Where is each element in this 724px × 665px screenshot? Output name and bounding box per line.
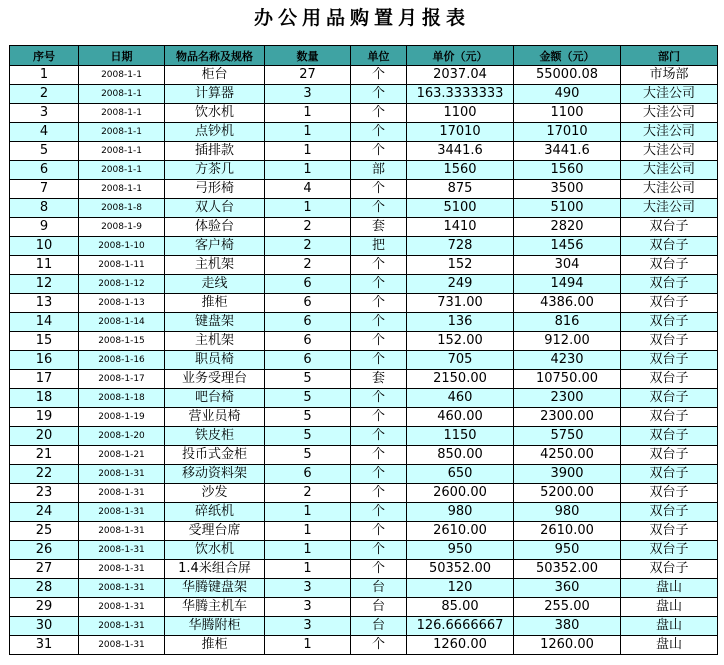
cell-amount: 490	[514, 85, 621, 104]
table-row	[10, 275, 718, 294]
cell-amount: 3441.6	[514, 142, 621, 161]
cell-date: 2008-1-13	[79, 294, 165, 313]
cell-amount: 2300.00	[514, 408, 621, 427]
cell-unit: 个	[351, 541, 407, 560]
cell-amount: 380	[514, 617, 621, 636]
cell-amount: 912.00	[514, 332, 621, 351]
cell-index: 31	[10, 636, 79, 655]
report-title: 办公用品购置月报表	[253, 7, 470, 29]
cell-unit: 个	[351, 446, 407, 465]
cell-quantity: 3	[265, 617, 351, 636]
cell-unit-price: 17010	[407, 123, 514, 142]
cell-item-name: 推柜	[165, 636, 265, 655]
cell-unit-price: 152	[407, 256, 514, 275]
cell-amount: 5750	[514, 427, 621, 446]
table-row	[10, 256, 718, 275]
cell-unit: 个	[351, 313, 407, 332]
purchase-table	[9, 45, 718, 655]
cell-unit-price: 1150	[407, 427, 514, 446]
cell-amount: 4386.00	[514, 294, 621, 313]
cell-department: 双台子	[621, 522, 718, 541]
header-row	[10, 46, 718, 66]
cell-item-name: 点钞机	[165, 123, 265, 142]
cell-amount: 1100	[514, 104, 621, 123]
cell-amount: 10750.00	[514, 370, 621, 389]
cell-index: 24	[10, 503, 79, 522]
table-row	[10, 503, 718, 522]
cell-quantity: 1	[265, 123, 351, 142]
cell-unit: 个	[351, 503, 407, 522]
cell-index: 19	[10, 408, 79, 427]
cell-item-name: 体验台	[165, 218, 265, 237]
cell-quantity: 6	[265, 275, 351, 294]
cell-date: 2008-1-10	[79, 237, 165, 256]
cell-quantity: 1	[265, 541, 351, 560]
cell-department: 盘山	[621, 579, 718, 598]
cell-unit: 个	[351, 142, 407, 161]
cell-item-name: 碎纸机	[165, 503, 265, 522]
cell-unit-price: 163.3333333	[407, 85, 514, 104]
cell-date: 2008-1-21	[79, 446, 165, 465]
cell-amount: 980	[514, 503, 621, 522]
cell-unit: 个	[351, 199, 407, 218]
cell-index: 29	[10, 598, 79, 617]
cell-unit: 个	[351, 522, 407, 541]
table-row	[10, 598, 718, 617]
cell-department: 双台子	[621, 503, 718, 522]
cell-index: 8	[10, 199, 79, 218]
table-row	[10, 617, 718, 636]
cell-unit: 把	[351, 237, 407, 256]
header-date: 日期	[79, 46, 165, 66]
cell-amount: 1456	[514, 237, 621, 256]
cell-item-name: 华腾附柜	[165, 617, 265, 636]
cell-quantity: 1	[265, 560, 351, 579]
cell-index: 9	[10, 218, 79, 237]
cell-unit: 个	[351, 85, 407, 104]
table-row	[10, 218, 718, 237]
cell-unit: 个	[351, 636, 407, 655]
cell-unit-price: 152.00	[407, 332, 514, 351]
cell-department: 大洼公司	[621, 161, 718, 180]
cell-index: 22	[10, 465, 79, 484]
cell-date: 2008-1-12	[79, 275, 165, 294]
cell-unit-price: 5100	[407, 199, 514, 218]
cell-unit-price: 2037.04	[407, 66, 514, 85]
cell-item-name: 沙发	[165, 484, 265, 503]
cell-department: 双台子	[621, 541, 718, 560]
cell-index: 7	[10, 180, 79, 199]
cell-item-name: 铁皮柜	[165, 427, 265, 446]
cell-index: 21	[10, 446, 79, 465]
header-unit-price: 单价（元）	[407, 46, 514, 66]
cell-unit-price: 728	[407, 237, 514, 256]
cell-quantity: 3	[265, 85, 351, 104]
cell-item-name: 华腾键盘架	[165, 579, 265, 598]
cell-unit-price: 2150.00	[407, 370, 514, 389]
cell-department: 双台子	[621, 465, 718, 484]
cell-unit: 个	[351, 484, 407, 503]
cell-unit: 个	[351, 351, 407, 370]
header-index: 序号	[10, 46, 79, 66]
table-row	[10, 85, 718, 104]
cell-quantity: 2	[265, 256, 351, 275]
cell-date: 2008-1-15	[79, 332, 165, 351]
table-row	[10, 142, 718, 161]
cell-unit: 个	[351, 465, 407, 484]
cell-quantity: 4	[265, 180, 351, 199]
cell-index: 25	[10, 522, 79, 541]
cell-department: 大洼公司	[621, 199, 718, 218]
cell-unit-price: 85.00	[407, 598, 514, 617]
table-row	[10, 161, 718, 180]
cell-date: 2008-1-31	[79, 503, 165, 522]
cell-amount: 950	[514, 541, 621, 560]
cell-item-name: 推柜	[165, 294, 265, 313]
table-row	[10, 522, 718, 541]
cell-amount: 360	[514, 579, 621, 598]
cell-amount: 3900	[514, 465, 621, 484]
cell-date: 2008-1-8	[79, 199, 165, 218]
cell-unit-price: 120	[407, 579, 514, 598]
cell-date: 2008-1-1	[79, 104, 165, 123]
cell-unit: 个	[351, 275, 407, 294]
cell-index: 20	[10, 427, 79, 446]
cell-unit: 套	[351, 218, 407, 237]
cell-unit: 个	[351, 66, 407, 85]
cell-date: 2008-1-9	[79, 218, 165, 237]
cell-unit: 个	[351, 332, 407, 351]
cell-date: 2008-1-31	[79, 465, 165, 484]
cell-quantity: 1	[265, 503, 351, 522]
cell-amount: 4230	[514, 351, 621, 370]
cell-unit-price: 950	[407, 541, 514, 560]
table-row	[10, 636, 718, 655]
cell-date: 2008-1-17	[79, 370, 165, 389]
cell-quantity: 3	[265, 598, 351, 617]
cell-index: 23	[10, 484, 79, 503]
table-row	[10, 313, 718, 332]
cell-unit-price: 2600.00	[407, 484, 514, 503]
cell-amount: 2820	[514, 218, 621, 237]
table-row	[10, 66, 718, 85]
cell-department: 大洼公司	[621, 180, 718, 199]
table-row	[10, 294, 718, 313]
cell-amount: 1260.00	[514, 636, 621, 655]
header-item-name: 物品名称及规格	[165, 46, 265, 66]
cell-amount: 4250.00	[514, 446, 621, 465]
table-row	[10, 332, 718, 351]
cell-department: 双台子	[621, 408, 718, 427]
cell-department: 双台子	[621, 218, 718, 237]
table-row	[10, 427, 718, 446]
cell-quantity: 6	[265, 351, 351, 370]
cell-amount: 255.00	[514, 598, 621, 617]
cell-unit: 个	[351, 104, 407, 123]
cell-department: 双台子	[621, 427, 718, 446]
cell-item-name: 受理台席	[165, 522, 265, 541]
cell-index: 13	[10, 294, 79, 313]
cell-unit-price: 850.00	[407, 446, 514, 465]
table-row	[10, 408, 718, 427]
cell-unit-price: 460	[407, 389, 514, 408]
cell-item-name: 主机架	[165, 332, 265, 351]
cell-amount: 55000.08	[514, 66, 621, 85]
cell-index: 17	[10, 370, 79, 389]
cell-index: 3	[10, 104, 79, 123]
cell-index: 26	[10, 541, 79, 560]
cell-item-name: 移动资料架	[165, 465, 265, 484]
cell-date: 2008-1-31	[79, 560, 165, 579]
header-department: 部门	[621, 46, 718, 66]
cell-date: 2008-1-11	[79, 256, 165, 275]
cell-unit-price: 460.00	[407, 408, 514, 427]
table-row	[10, 446, 718, 465]
cell-quantity: 5	[265, 389, 351, 408]
cell-quantity: 5	[265, 427, 351, 446]
cell-department: 双台子	[621, 484, 718, 503]
cell-department: 大洼公司	[621, 123, 718, 142]
cell-item-name: 职员椅	[165, 351, 265, 370]
header-amount: 金额（元）	[514, 46, 621, 66]
cell-item-name: 插排款	[165, 142, 265, 161]
cell-unit-price: 50352.00	[407, 560, 514, 579]
cell-department: 双台子	[621, 389, 718, 408]
cell-date: 2008-1-1	[79, 142, 165, 161]
cell-department: 盘山	[621, 617, 718, 636]
cell-department: 盘山	[621, 598, 718, 617]
cell-department: 盘山	[621, 636, 718, 655]
cell-amount: 2610.00	[514, 522, 621, 541]
cell-item-name: 柜台	[165, 66, 265, 85]
cell-item-name: 饮水机	[165, 104, 265, 123]
cell-item-name: 投币式金柜	[165, 446, 265, 465]
cell-department: 双台子	[621, 237, 718, 256]
cell-quantity: 5	[265, 446, 351, 465]
cell-amount: 5100	[514, 199, 621, 218]
cell-index: 2	[10, 85, 79, 104]
table-row	[10, 351, 718, 370]
cell-unit-price: 980	[407, 503, 514, 522]
table-row	[10, 560, 718, 579]
cell-unit-price: 249	[407, 275, 514, 294]
cell-amount: 3500	[514, 180, 621, 199]
cell-amount: 1560	[514, 161, 621, 180]
cell-amount: 2300	[514, 389, 621, 408]
cell-department: 市场部	[621, 66, 718, 85]
cell-item-name: 计算器	[165, 85, 265, 104]
cell-quantity: 1	[265, 142, 351, 161]
cell-item-name: 吧台椅	[165, 389, 265, 408]
cell-date: 2008-1-31	[79, 598, 165, 617]
cell-unit: 个	[351, 427, 407, 446]
cell-quantity: 2	[265, 484, 351, 503]
cell-unit-price: 731.00	[407, 294, 514, 313]
cell-unit-price: 875	[407, 180, 514, 199]
cell-date: 2008-1-18	[79, 389, 165, 408]
cell-unit-price: 3441.6	[407, 142, 514, 161]
cell-unit-price: 2610.00	[407, 522, 514, 541]
cell-date: 2008-1-1	[79, 66, 165, 85]
cell-department: 双台子	[621, 332, 718, 351]
table-row	[10, 484, 718, 503]
cell-department: 双台子	[621, 560, 718, 579]
cell-unit: 个	[351, 256, 407, 275]
table-row	[10, 370, 718, 389]
table-row	[10, 389, 718, 408]
table-row	[10, 180, 718, 199]
cell-amount: 17010	[514, 123, 621, 142]
cell-unit: 个	[351, 408, 407, 427]
cell-department: 双台子	[621, 294, 718, 313]
cell-date: 2008-1-20	[79, 427, 165, 446]
table-row	[10, 199, 718, 218]
cell-index: 11	[10, 256, 79, 275]
cell-index: 5	[10, 142, 79, 161]
cell-quantity: 2	[265, 218, 351, 237]
cell-unit-price: 1410	[407, 218, 514, 237]
cell-department: 双台子	[621, 256, 718, 275]
cell-date: 2008-1-31	[79, 522, 165, 541]
cell-unit-price: 1560	[407, 161, 514, 180]
cell-index: 4	[10, 123, 79, 142]
cell-item-name: 业务受理台	[165, 370, 265, 389]
cell-quantity: 6	[265, 332, 351, 351]
cell-date: 2008-1-19	[79, 408, 165, 427]
cell-quantity: 1	[265, 104, 351, 123]
cell-index: 1	[10, 66, 79, 85]
cell-index: 16	[10, 351, 79, 370]
cell-index: 6	[10, 161, 79, 180]
cell-index: 10	[10, 237, 79, 256]
cell-department: 大洼公司	[621, 85, 718, 104]
cell-unit-price: 1100	[407, 104, 514, 123]
cell-unit: 台	[351, 617, 407, 636]
cell-quantity: 6	[265, 294, 351, 313]
cell-quantity: 1	[265, 522, 351, 541]
cell-index: 18	[10, 389, 79, 408]
cell-index: 12	[10, 275, 79, 294]
cell-item-name: 华腾主机车	[165, 598, 265, 617]
cell-item-name: 键盘架	[165, 313, 265, 332]
cell-date: 2008-1-31	[79, 484, 165, 503]
header-unit: 单位	[351, 46, 407, 66]
table-row	[10, 104, 718, 123]
cell-index: 30	[10, 617, 79, 636]
cell-department: 大洼公司	[621, 142, 718, 161]
cell-unit: 台	[351, 579, 407, 598]
table-body	[10, 66, 718, 655]
cell-unit-price: 1260.00	[407, 636, 514, 655]
cell-item-name: 营业员椅	[165, 408, 265, 427]
cell-quantity: 5	[265, 370, 351, 389]
cell-quantity: 6	[265, 313, 351, 332]
cell-department: 双台子	[621, 275, 718, 294]
cell-date: 2008-1-14	[79, 313, 165, 332]
cell-date: 2008-1-31	[79, 541, 165, 560]
cell-date: 2008-1-31	[79, 579, 165, 598]
cell-unit: 台	[351, 598, 407, 617]
cell-unit: 个	[351, 389, 407, 408]
table-row	[10, 123, 718, 142]
cell-unit-price: 136	[407, 313, 514, 332]
cell-unit-price: 650	[407, 465, 514, 484]
cell-unit: 部	[351, 161, 407, 180]
cell-index: 27	[10, 560, 79, 579]
table-row	[10, 237, 718, 256]
cell-amount: 50352.00	[514, 560, 621, 579]
cell-unit: 个	[351, 294, 407, 313]
cell-index: 14	[10, 313, 79, 332]
cell-quantity: 1	[265, 636, 351, 655]
cell-department: 大洼公司	[621, 104, 718, 123]
cell-amount: 304	[514, 256, 621, 275]
cell-date: 2008-1-31	[79, 617, 165, 636]
cell-index: 28	[10, 579, 79, 598]
cell-index: 15	[10, 332, 79, 351]
cell-quantity: 2	[265, 237, 351, 256]
cell-department: 双台子	[621, 313, 718, 332]
cell-item-name: 饮水机	[165, 541, 265, 560]
cell-unit: 个	[351, 123, 407, 142]
cell-date: 2008-1-1	[79, 85, 165, 104]
cell-item-name: 走线	[165, 275, 265, 294]
cell-unit: 个	[351, 180, 407, 199]
cell-date: 2008-1-31	[79, 636, 165, 655]
cell-amount: 5200.00	[514, 484, 621, 503]
header-quantity: 数量	[265, 46, 351, 66]
cell-item-name: 1.4米组合屏	[165, 560, 265, 579]
cell-date: 2008-1-1	[79, 161, 165, 180]
cell-quantity: 6	[265, 465, 351, 484]
table-row	[10, 541, 718, 560]
cell-amount: 1494	[514, 275, 621, 294]
cell-unit: 套	[351, 370, 407, 389]
table-row	[10, 465, 718, 484]
cell-date: 2008-1-1	[79, 123, 165, 142]
cell-unit: 个	[351, 560, 407, 579]
cell-item-name: 双人台	[165, 199, 265, 218]
cell-quantity: 1	[265, 161, 351, 180]
cell-unit-price: 705	[407, 351, 514, 370]
cell-unit-price: 126.6666667	[407, 617, 514, 636]
cell-quantity: 1	[265, 199, 351, 218]
cell-item-name: 客户椅	[165, 237, 265, 256]
cell-quantity: 5	[265, 408, 351, 427]
cell-quantity: 3	[265, 579, 351, 598]
cell-item-name: 弓形椅	[165, 180, 265, 199]
cell-date: 2008-1-1	[79, 180, 165, 199]
cell-department: 双台子	[621, 370, 718, 389]
cell-quantity: 27	[265, 66, 351, 85]
cell-item-name: 主机架	[165, 256, 265, 275]
cell-date: 2008-1-16	[79, 351, 165, 370]
cell-amount: 816	[514, 313, 621, 332]
cell-department: 双台子	[621, 351, 718, 370]
table-row	[10, 579, 718, 598]
cell-department: 双台子	[621, 446, 718, 465]
cell-item-name: 方茶几	[165, 161, 265, 180]
